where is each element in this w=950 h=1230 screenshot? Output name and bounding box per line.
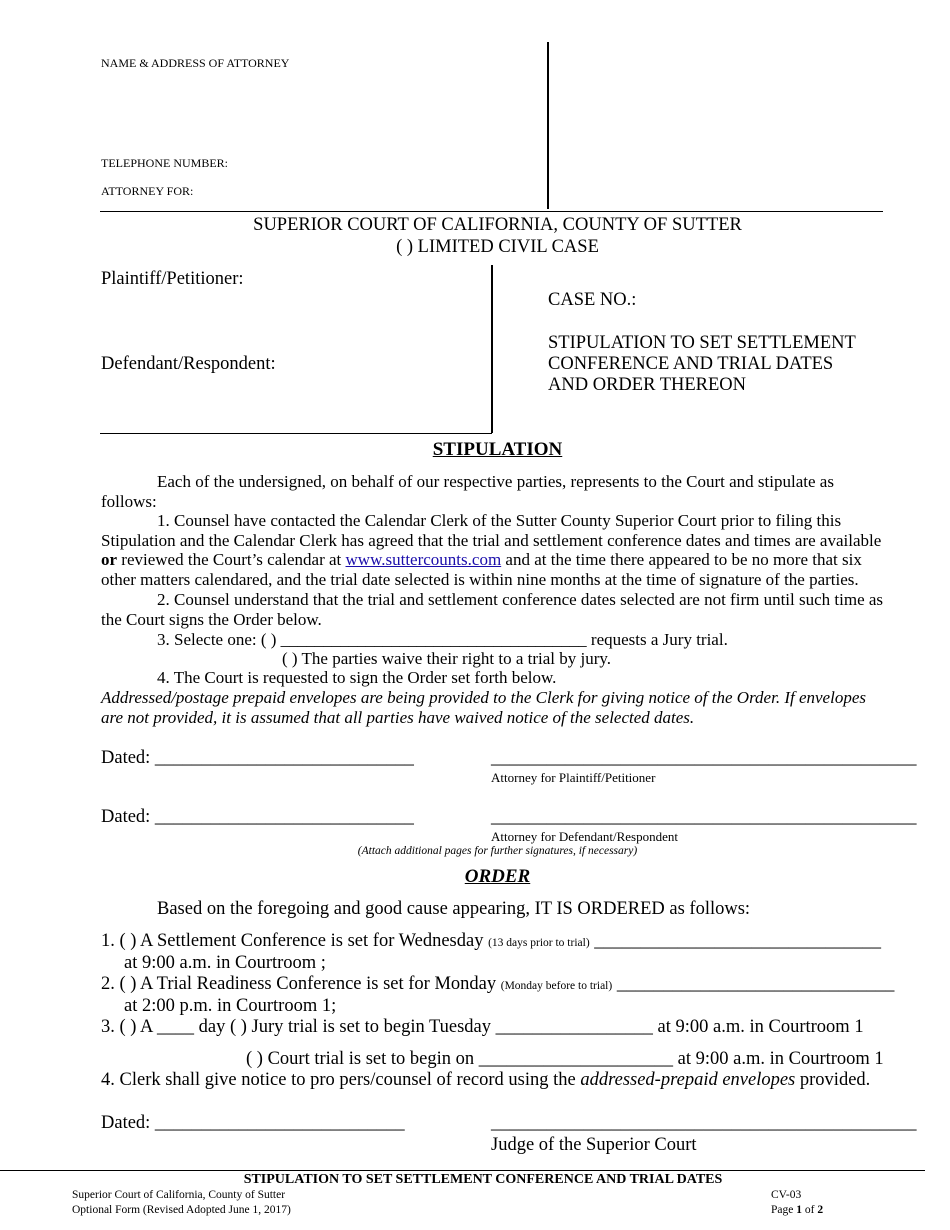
attorney-name-label: NAME & ADDRESS OF ATTORNEY xyxy=(101,56,290,70)
page-current: 1 xyxy=(796,1204,802,1216)
defendant-label: Defendant/Respondent: xyxy=(101,354,276,374)
order-item-3-court: ( ) Court trial is set to begin on _____________________ at 9:00 a.m. in Courtroom 1 xyxy=(246,1049,884,1069)
order-heading: ORDER xyxy=(464,866,531,887)
page-of: of xyxy=(801,1204,818,1216)
order-item-2-text: 2. ( ) A Trial Readiness Conference is set for Monday xyxy=(101,974,501,994)
case-no-label: CASE NO.: xyxy=(548,290,637,310)
plaintiff-label: Plaintiff/Petitioner: xyxy=(101,269,244,289)
sutter-courts-link[interactable]: www.suttercounts.com xyxy=(345,550,502,570)
caption-divider xyxy=(491,265,493,433)
envelope-notice: Addressed/postage prepaid envelopes are being provided to the Clerk for giving notice of the Order. If envelopes are not provided, it is assumed that all parties have waived notice of the selected dates. xyxy=(101,688,866,727)
dated-field-1[interactable]: Dated: ____________________________ xyxy=(101,748,414,768)
stipulation-item-1-text-c: and at the time there appeared to be no more that six other matters calendared, and the trial date selected is within nine months at the time of signature of the parties. xyxy=(101,550,862,590)
order-item-2-time: at 2:00 p.m. in Courtroom 1; xyxy=(124,996,337,1016)
page-prefix: Page xyxy=(771,1204,797,1216)
stipulation-item-3: 3. Selecte one: ( ) ____________________________________ requests a Jury trial. xyxy=(157,630,728,649)
order-item-1 xyxy=(101,931,881,952)
attach-pages-note: (Attach additional pages for further signatures, if necessary) xyxy=(357,845,638,857)
order-item-2-note: (Monday before to trial) xyxy=(500,980,613,992)
attorney-for-label: ATTORNEY FOR: xyxy=(101,184,194,198)
order-item-2 xyxy=(101,974,894,995)
stipulation-item-2: 2. Counsel understand that the trial and settlement conference dates selected are not firm until such time as the Court signs the Order below. xyxy=(101,590,884,629)
document-title-line2: CONFERENCE AND TRIAL DATES xyxy=(548,354,834,374)
signature-line-defendant[interactable]: ______________________________________________ xyxy=(491,807,917,827)
order-item-1-text: 1. ( ) A Settlement Conference is set for Wednesday xyxy=(101,931,489,951)
order-item-2-blank[interactable]: ______________________________ xyxy=(612,974,895,994)
order-item-3-jury: 3. ( ) A ____ day ( ) Jury trial is set to begin Tuesday _________________ at 9:00 a.m. in Courtroom 1 xyxy=(101,1017,864,1037)
judge-label: Judge of the Superior Court xyxy=(491,1135,697,1155)
page-total: 2 xyxy=(817,1204,824,1216)
stipulation-heading: STIPULATION xyxy=(432,439,563,460)
footer-optional-form: Optional Form (Revised Adopted June 1, 2017) xyxy=(72,1204,291,1216)
order-dated-field[interactable]: Dated: ___________________________ xyxy=(101,1113,405,1133)
order-item-1-blank[interactable]: _______________________________ xyxy=(589,931,882,951)
document-title-line3: AND ORDER THEREON xyxy=(548,375,747,395)
footer-court: Superior Court of California, County of Sutter xyxy=(72,1189,286,1201)
stipulation-intro: Each of the undersigned, on behalf of our respective parties, represents to the Court and stipulate as follows: xyxy=(101,472,834,511)
footer-title: STIPULATION TO SET SETTLEMENT CONFERENCE AND TRIAL DATES xyxy=(243,1172,723,1187)
header-rule xyxy=(100,211,883,212)
order-item-1-time: at 9:00 a.m. in Courtroom ; xyxy=(124,953,326,973)
header-divider xyxy=(547,42,549,209)
telephone-label: TELEPHONE NUMBER: xyxy=(101,156,228,170)
footer-form-number: CV-03 xyxy=(771,1189,802,1201)
stipulation-item-1-text-b: reviewed the Court’s calendar at xyxy=(117,550,346,570)
order-item-4-text-b: provided. xyxy=(795,1070,871,1090)
case-type: ( ) LIMITED CIVIL CASE xyxy=(396,237,599,257)
signature-label-defendant: Attorney for Defendant/Respondent xyxy=(491,829,679,844)
footer-page-number xyxy=(771,1204,823,1216)
signature-line-plaintiff[interactable]: ______________________________________________ xyxy=(491,748,917,768)
court-name: SUPERIOR COURT OF CALIFORNIA, COUNTY OF SUTTER xyxy=(253,215,742,235)
caption-rule xyxy=(100,433,492,434)
stipulation-item-4: 4. The Court is requested to sign the Order set forth below. xyxy=(157,668,557,687)
order-item-4-envelopes: addressed-prepaid envelopes xyxy=(580,1070,796,1090)
judge-signature-line[interactable]: ______________________________________________ xyxy=(491,1113,917,1133)
signature-label-plaintiff: Attorney for Plaintiff/Petitioner xyxy=(491,770,656,785)
stipulation-item-3-waive: ( ) The parties waive their right to a trial by jury. xyxy=(282,649,612,668)
order-item-1-note: (13 days prior to trial) xyxy=(488,937,590,949)
dated-field-2[interactable]: Dated: ____________________________ xyxy=(101,807,414,827)
order-item-4 xyxy=(101,1070,870,1091)
footer-rule xyxy=(0,1170,925,1171)
order-item-4-text: 4. Clerk shall give notice to pro pers/counsel of record using the xyxy=(101,1070,581,1090)
stipulation-item-1 xyxy=(101,511,891,590)
document-title-line1: STIPULATION TO SET SETTLEMENT xyxy=(548,333,856,353)
order-intro: Based on the foregoing and good cause appearing, IT IS ORDERED as follows: xyxy=(157,899,751,919)
stipulation-item-1-or: or xyxy=(101,550,118,570)
stipulation-item-1-text: 1. Counsel have contacted the Calendar Clerk of the Sutter County Superior Court prior to filing this Stipulation and the Calendar Clerk has agreed that the trial and settlement conference dates and times are available xyxy=(101,511,882,550)
